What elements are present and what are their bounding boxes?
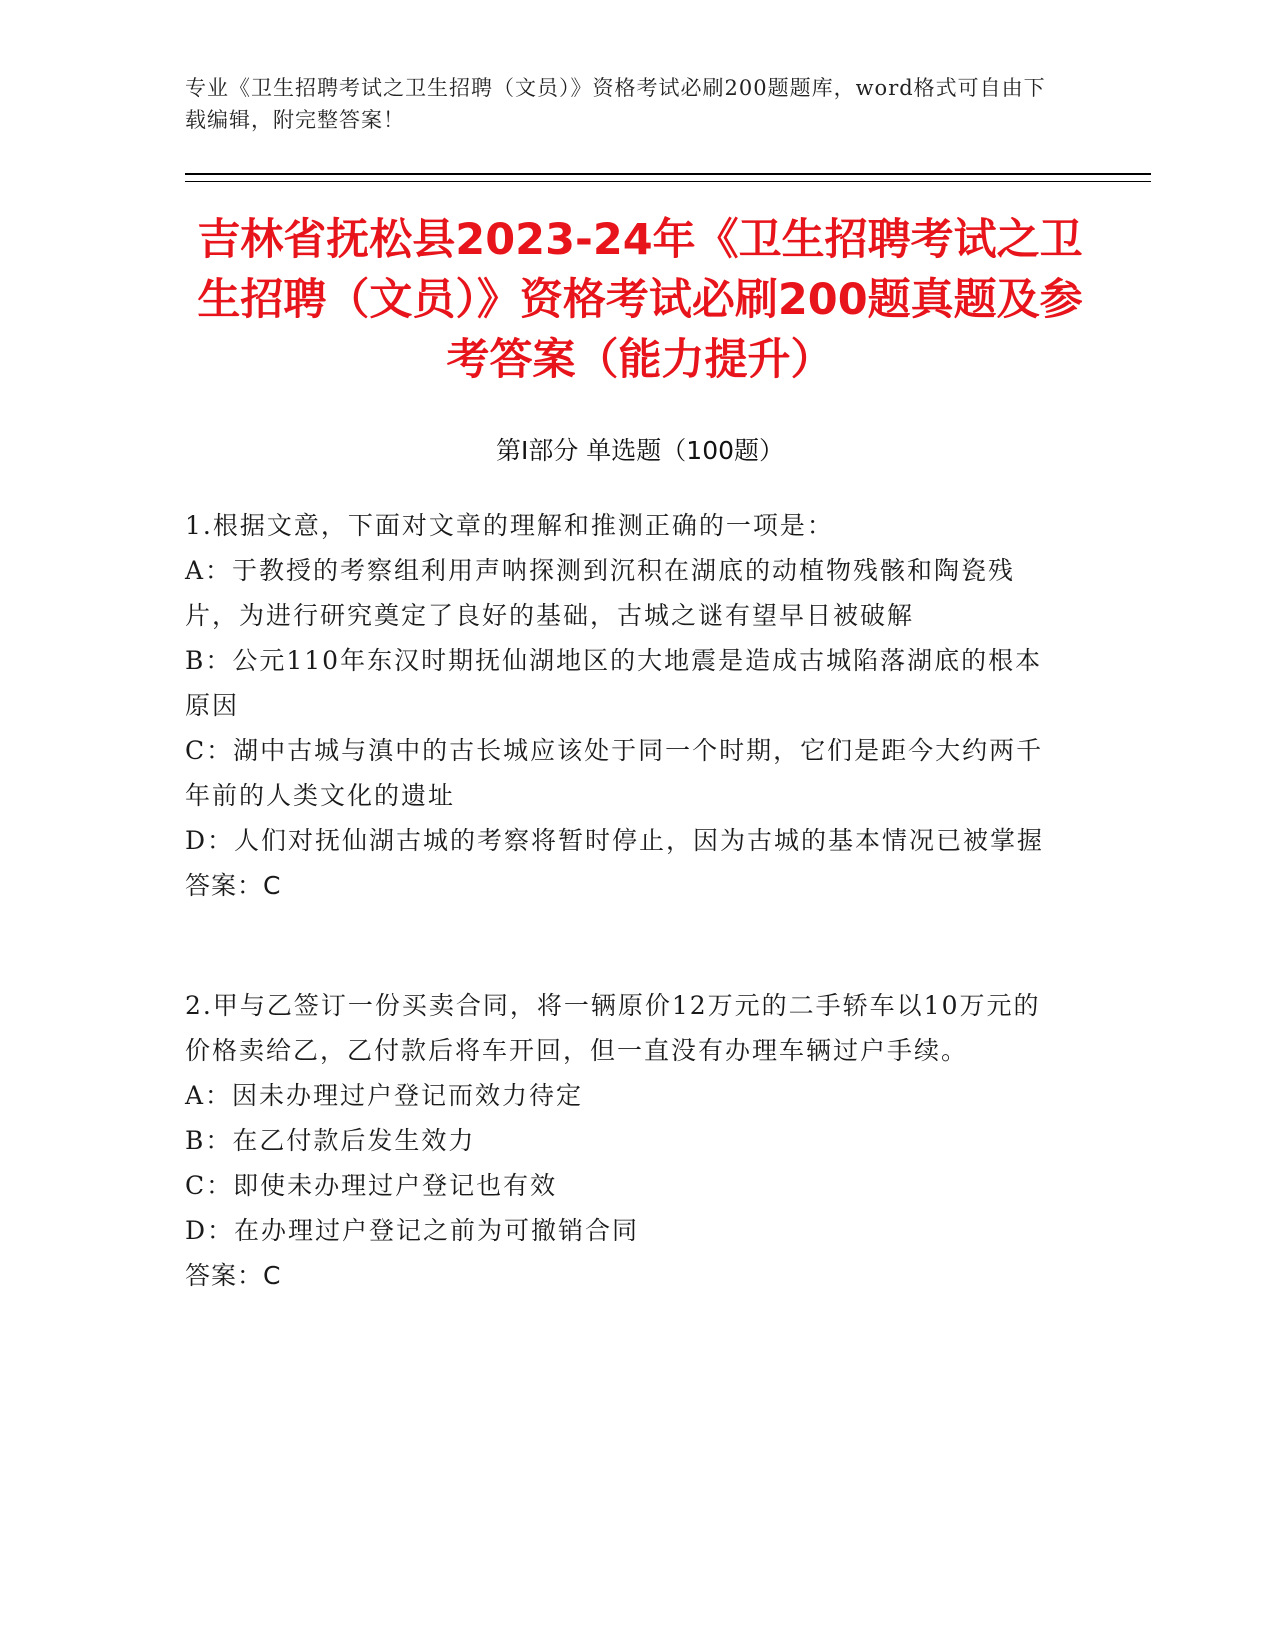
header-note: 专业《卫生招聘考试之卫生招聘（文员）》资格考试必刷200题题库，word格式可自由下载编辑，附完整答案！ [185, 76, 1046, 132]
option-d: D：人们对抚仙湖古城的考察将暂时停止，因为古城的基本情况已被掌握 [185, 826, 1045, 855]
question-block [185, 983, 1065, 1298]
answer-line: 答案：C [185, 1261, 282, 1290]
question-block [185, 503, 1065, 908]
header-divider-thin [185, 181, 1151, 182]
header-divider-thick [185, 173, 1151, 175]
option-c: C：即使未办理过户登记也有效 [185, 1171, 558, 1200]
question-stem: 1.根据文意，下面对文章的理解和推测正确的一项是： [185, 511, 834, 540]
question-stem: 2.甲与乙签订一份买卖合同，将一辆原价12万元的二手轿车以10万元的价格卖给乙，乙付款后将车开回，但一直没有办理车辆过户手续。 [185, 991, 1041, 1065]
answer-line: 答案：C [185, 871, 282, 900]
document-title: 吉林省抚松县2023-24年《卫生招聘考试之卫生招聘（文员）》资格考试必刷200题真题及参考答案（能力提升） [197, 215, 1083, 385]
option-b: B：在乙付款后发生效力 [185, 1126, 476, 1155]
option-c: C：湖中古城与滇中的古长城应该处于同一个时期，它们是距今大约两千年前的人类文化的遗址 [185, 736, 1044, 810]
option-b: B：公元110年东汉时期抚仙湖地区的大地震是造成古城陷落湖底的根本原因 [185, 646, 1043, 720]
option-a: A：因未办理过户登记而效力待定 [185, 1081, 584, 1110]
section-heading: 第Ⅰ部分 单选题（100题） [495, 436, 785, 465]
option-a: A：于教授的考察组利用声呐探测到沉积在湖底的动植物残骸和陶瓷残片，为进行研究奠定了良好的基础，古城之谜有望早日被破解 [185, 556, 1016, 630]
option-d: D：在办理过户登记之前为可撤销合同 [185, 1216, 640, 1245]
